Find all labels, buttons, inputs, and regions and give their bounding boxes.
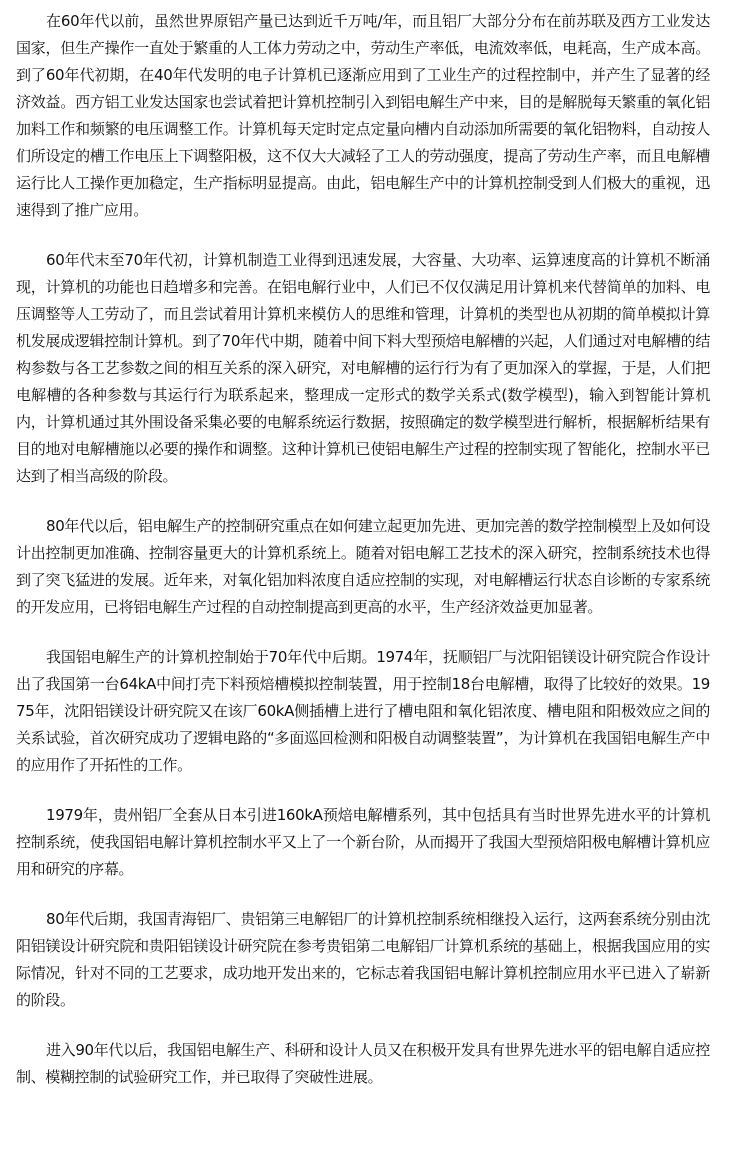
paragraph-7: 进入90年代以后，我国铝电解生产、科研和设计人员又在积极开发具有世界先进水平的铝电解自适应控制、模糊控制的试验研究工作，并已取得了突破性进展。	[16, 1041, 710, 1086]
paragraph-1: 在60年代以前，虽然世界原铝产量已达到近千万吨/年，而且铝厂大部分分布在前苏联及西方工业发达国家，但生产操作一直处于繁重的人工体力劳动之中，劳动生产率低，电流效率低，电耗高，生产成本高。到了60年代初期，在40年代发明的电子计算机已逐渐应用到了工业生产的过程控制中，并产生了显著的经济效益。西方铝工业发达国家也尝试着把计算机控制引入到铝电解生产中来，目的是解脱每天繁重的氧化铝加料工作和频繁的电压调整工作。计算机每天定时定点定量向槽内自动添加所需要的氧化铝物料，自动按人们所设定的槽工作电压上下调整阳极，这不仅大大减轻了工人的劳动强度，提高了劳动生产率，而且电解槽运行比人工操作更加稳定，生产指标明显提高。由此，铝电解生产中的计算机控制受到人们极大的重视，迅速得到了推广应用。	[16, 12, 710, 219]
paragraph-6: 80年代后期，我国青海铝厂、贵铝第三电解铝厂的计算机控制系统相继投入运行，这两套系统分别由沈阳铝镁设计研究院和贵阳铝镁设计研究院在参考贵铝第二电解铝厂计算机系统的基础上，根据我国应用的实际情况，针对不同的工艺要求，成功地开发出来的，它标志着我国铝电解计算机控制应用水平已进入了崭新的阶段。	[16, 910, 710, 1009]
paragraph-5: 1979年，贵州铝厂全套从日本引进160kA预焙电解槽系列，其中包括具有当时世界先进水平的计算机控制系统，使我国铝电解计算机控制水平又上了一个新台阶，从而揭开了我国大型预焙阳极电解槽计算机应用和研究的序幕。	[16, 806, 710, 878]
paragraph-3: 80年代以后，铝电解生产的控制研究重点在如何建立起更加先进、更加完善的数学控制模型上及如何设计出控制更加准确、控制容量更大的计算机系统上。随着对铝电解工艺技术的深入研究，控制系统技术也得到了突飞猛进的发展。近年来，对氧化铝加料浓度自适应控制的实现，对电解槽运行状态自诊断的专家系统的开发应用，已将铝电解生产过程的自动控制提高到更高的水平，生产经济效益更加显著。	[16, 517, 710, 616]
paragraph-4: 我国铝电解生产的计算机控制始于70年代中后期。1974年，抚顺铝厂与沈阳铝镁设计研究院合作设计出了我国第一台64kA中间打壳下料预焙槽模拟控制装置，用于控制18台电解槽，取得了比较好的效果。1975年，沈阳铝镁设计研究院又在该厂60kA侧插槽上进行了槽电阻和氧化铝浓度、槽电阻和阳极效应之间的关系试验，首次研究成功了逻辑电路的“多面巡回检测和阳极自动调整装置”，为计算机在我国铝电解生产中的应用作了开拓性的工作。	[16, 648, 710, 774]
paragraph-2: 60年代末至70年代初，计算机制造工业得到迅速发展，大容量、大功率、运算速度高的计算机不断涌现，计算机的功能也日趋增多和完善。在铝电解行业中，人们已不仅仅满足用计算机来代替简单的加料、电压调整等人工劳动了，而且尝试着用计算机来模仿人的思维和管理，计算机的类型也从初期的简单模拟计算机发展成逻辑控制计算机。到了70年代中期，随着中间下料大型预焙电解槽的兴起，人们通过对电解槽的结构参数与各工艺参数之间的相互关系的深入研究，对电解槽的运行行为有了更加深入的掌握，于是，人们把电解槽的各种参数与其运行行为联系起来，整理成一定形式的数学关系式(数学模型)，输入到智能计算机内，计算机通过其外围设备采集必要的电解系统运行数据，按照确定的数学模型进行解析，根据解析结果有目的地对电解槽施以必要的操作和调整。这种计算机已使铝电解生产过程的控制实现了智能化，控制水平已达到了相当高级的阶段。	[16, 251, 710, 485]
